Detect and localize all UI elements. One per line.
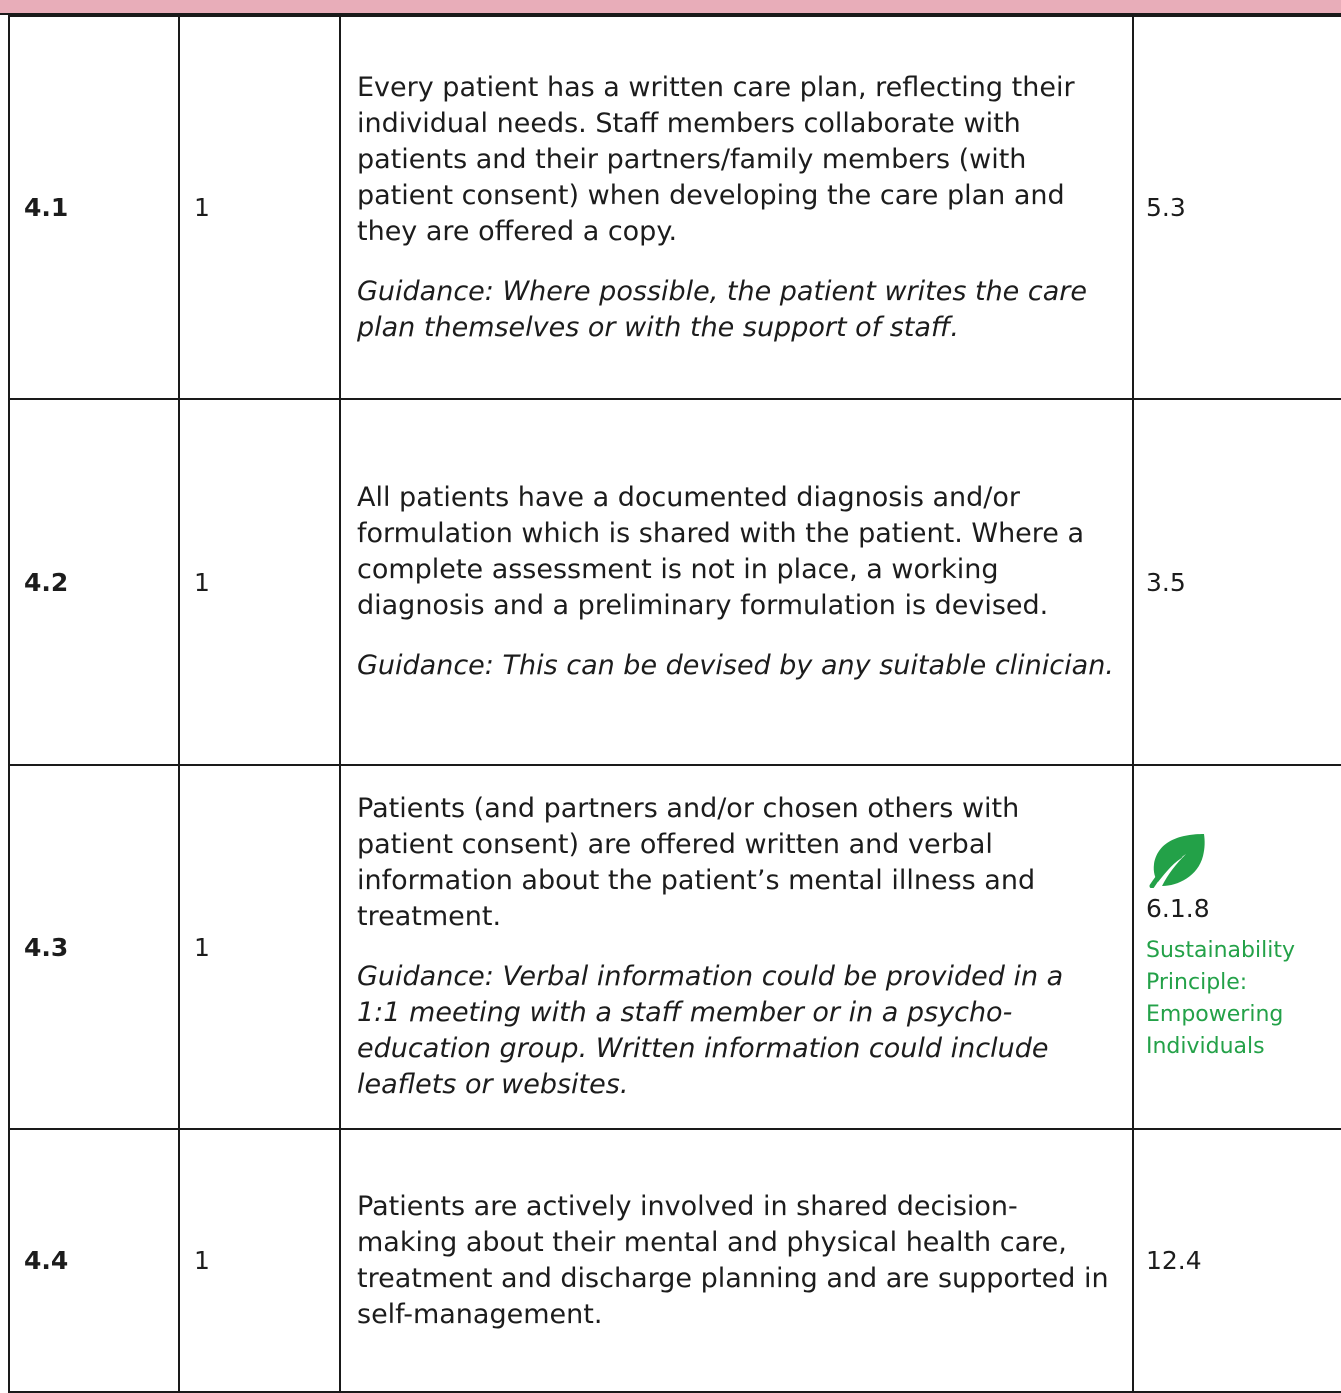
table-row [9,399,1341,765]
standard-number: 4.2 [9,399,179,765]
standard-number: 4.1 [9,16,179,399]
standard-number: 4.3 [9,765,179,1129]
sustainability-line: Principle: [1146,969,1248,995]
sustainability-line: Sustainability [1146,937,1295,963]
table-row [9,16,1341,399]
standard-text: Patients are actively involved in shared decision-making about their mental and physical health care, treatment and discharge planning and are supported in self-management. [357,1190,1109,1330]
standard-reference: 5.3 [1133,16,1341,399]
table-row [9,1129,1341,1392]
standard-text: All patients have a documented diagnosis and/or formulation which is shared with the patient. Where a complete assessment is not in place, a working diagnosis and a preliminary formulation is devised. [357,482,1085,621]
standard-type: 1 [179,1129,340,1392]
standard-type: 1 [179,399,340,765]
standard-type: 1 [179,765,340,1129]
standard-text-cell [340,16,1133,399]
sustainability-line: Individuals [1146,1033,1265,1059]
standard-text: Every patient has a written care plan, reflecting their individual needs. Staff members collaborate with patients and their partners/family members (with patient consent) when developing the care plan and they are offered a copy. [357,71,1075,247]
standard-guidance: Guidance: This can be devised by any suitable clinician. [357,650,1114,681]
table-row [9,765,1341,1129]
standard-text-cell [340,1129,1133,1392]
standard-guidance: Guidance: Where possible, the patient writes the care plan themselves or with the support of staff. [357,275,1087,343]
standards-table [8,15,1341,1393]
sustainability-principle [1146,935,1341,1063]
table-header-band [0,0,1341,15]
standard-reference: 6.1.8 [1146,893,1210,923]
standard-reference: 12.4 [1133,1129,1341,1392]
sustainability-line: Empowering [1146,1001,1284,1027]
leaf-icon [1146,832,1214,888]
standard-text: Patients (and partners and/or chosen others with patient consent) are offered written and verbal information about the patient’s mental illness and treatment. [357,793,1036,932]
standard-guidance: Guidance: Verbal information could be provided in a 1:1 meeting with a staff member or in a psycho-education group. Written information could include leaflets or websites. [357,961,1064,1100]
standard-reference-cell [1133,765,1341,1129]
standard-text-cell [340,765,1133,1129]
standard-number: 4.4 [9,1129,179,1392]
standard-text-cell [340,399,1133,765]
standard-reference: 3.5 [1133,399,1341,765]
standard-type: 1 [179,16,340,399]
